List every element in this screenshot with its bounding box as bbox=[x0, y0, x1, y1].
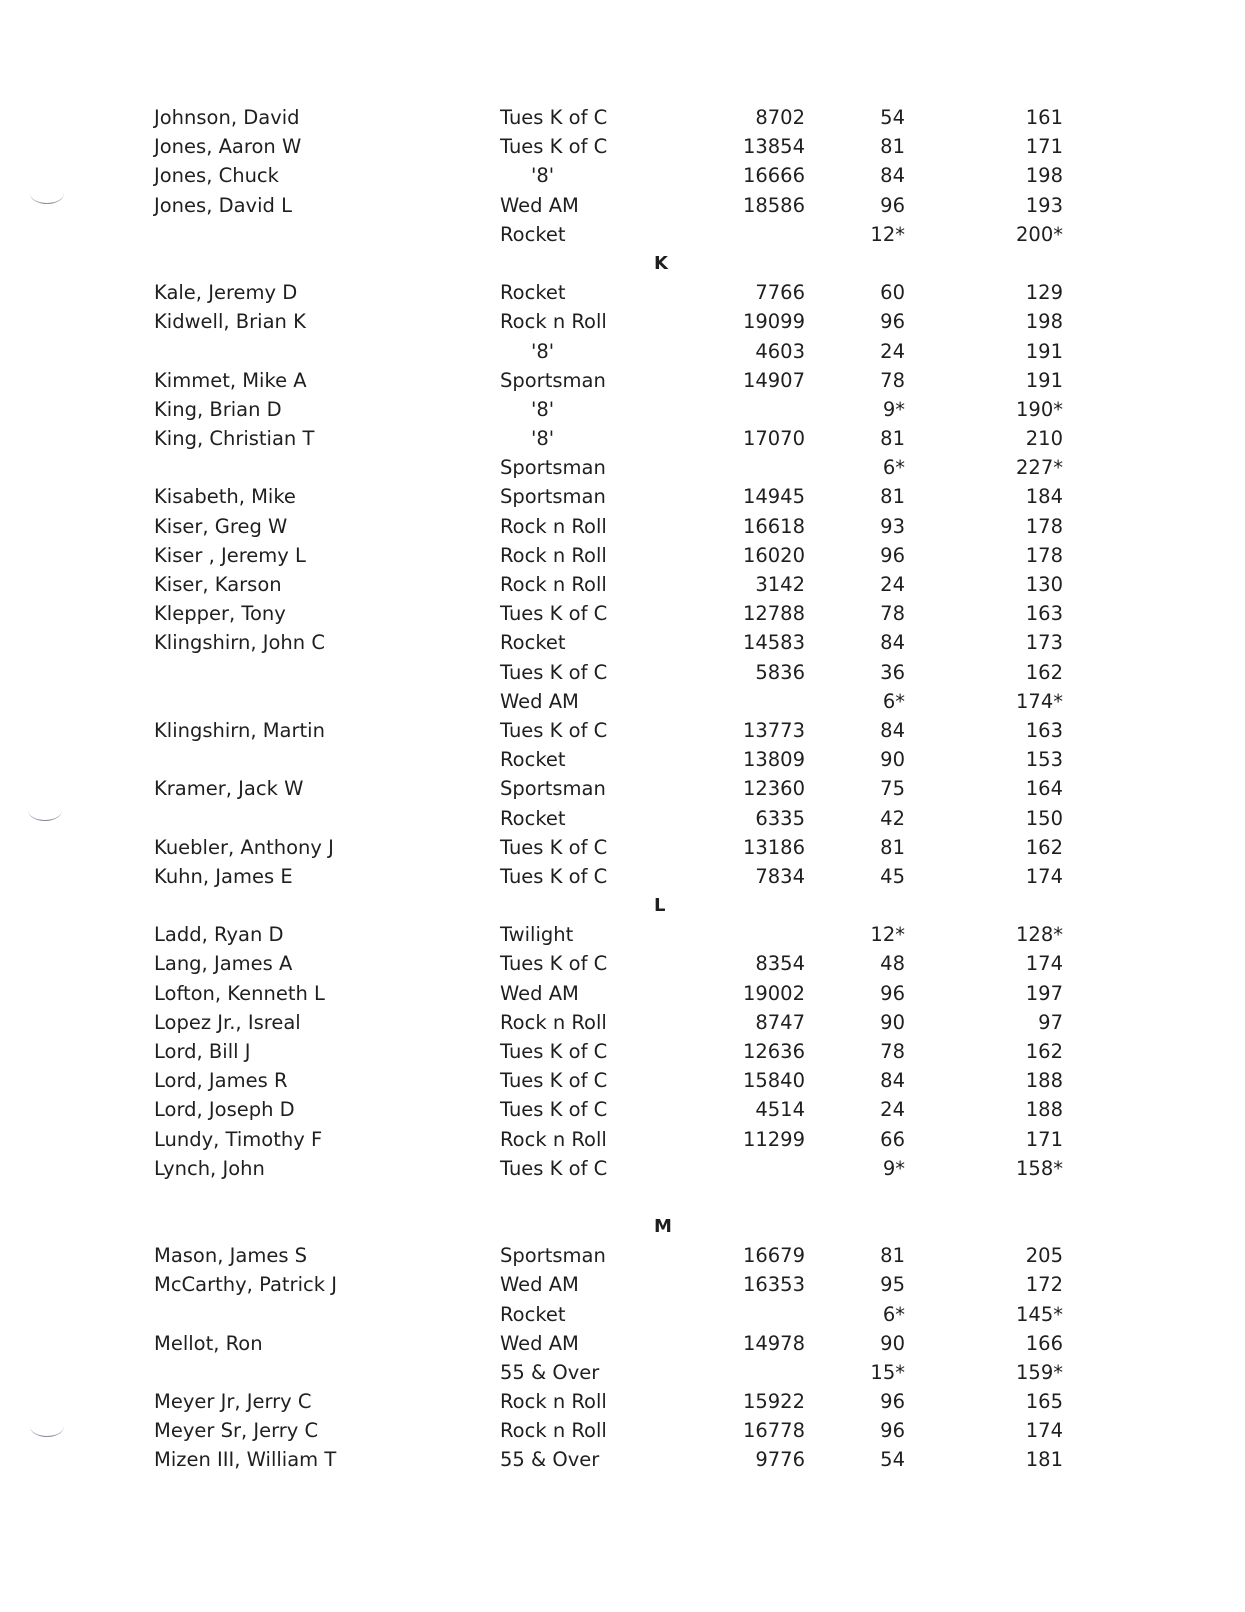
league-name: Twilight bbox=[500, 923, 574, 947]
league-name: Tues K of C bbox=[500, 1098, 608, 1122]
league-name: Wed AM bbox=[500, 1273, 579, 1297]
league-name: Wed AM bbox=[500, 193, 579, 217]
bowler-row bbox=[0, 191, 1245, 220]
bowler-row bbox=[0, 1241, 1245, 1270]
games-played: 90 bbox=[880, 1331, 905, 1355]
average: 166 bbox=[1025, 1331, 1063, 1355]
bowler-row bbox=[0, 774, 1245, 803]
section-letter-row bbox=[0, 891, 1245, 920]
bowler-row bbox=[0, 862, 1245, 891]
average: 165 bbox=[1025, 1390, 1063, 1414]
league-name: Tues K of C bbox=[500, 660, 608, 684]
bowler-row bbox=[0, 920, 1245, 949]
bowler-name: Lynch, John bbox=[154, 1156, 265, 1180]
average: 178 bbox=[1025, 514, 1063, 538]
average: 197 bbox=[1025, 981, 1063, 1005]
bowler-name: Kiser , Jeremy L bbox=[154, 543, 306, 567]
bowler-row bbox=[0, 1270, 1245, 1299]
average: 191 bbox=[1025, 339, 1063, 363]
games-played: 90 bbox=[880, 748, 905, 772]
bowler-name: Kiser, Greg W bbox=[154, 514, 288, 538]
average: 198 bbox=[1025, 310, 1063, 334]
league-name: Rock n Roll bbox=[500, 1010, 607, 1034]
bowler-name: Kidwell, Brian K bbox=[154, 310, 306, 334]
total-pins: 15922 bbox=[742, 1390, 805, 1414]
bowler-row bbox=[0, 833, 1245, 862]
total-pins: 16778 bbox=[742, 1419, 805, 1443]
games-played: 24 bbox=[880, 573, 905, 596]
bowler-name: Kramer, Jack W bbox=[154, 777, 304, 801]
average: 171 bbox=[1025, 135, 1063, 159]
average: 210 bbox=[1025, 427, 1063, 451]
bowler-row bbox=[0, 745, 1245, 774]
total-pins: 14907 bbox=[742, 368, 805, 392]
league-name: Tues K of C bbox=[500, 952, 608, 976]
games-played: 75 bbox=[880, 777, 905, 801]
total-pins: 5836 bbox=[755, 660, 805, 684]
bowler-name: Lopez Jr., Isreal bbox=[154, 1010, 301, 1034]
games-played: 66 bbox=[880, 1127, 905, 1151]
total-pins: 13773 bbox=[742, 718, 805, 742]
average: 184 bbox=[1025, 485, 1063, 509]
games-played: 84 bbox=[880, 718, 905, 742]
total-pins: 12636 bbox=[742, 1040, 805, 1063]
bowler-name: Kiser, Karson bbox=[154, 573, 282, 596]
bowler-row bbox=[0, 687, 1245, 716]
bowler-row bbox=[0, 979, 1245, 1008]
average: 191 bbox=[1025, 368, 1063, 392]
bowler-name: Lofton, Kenneth L bbox=[154, 981, 325, 1005]
bowler-row bbox=[0, 1358, 1245, 1387]
average: 145* bbox=[1016, 1302, 1063, 1326]
bowler-row bbox=[0, 1387, 1245, 1416]
bowler-name: Jones, Chuck bbox=[154, 164, 279, 188]
league-name: Rocket bbox=[500, 222, 566, 246]
average: 198 bbox=[1025, 164, 1063, 188]
average: 181 bbox=[1025, 1448, 1063, 1472]
bowler-name: Lord, Joseph D bbox=[154, 1098, 295, 1122]
section-letter: L bbox=[654, 895, 666, 917]
bowler-row bbox=[0, 541, 1245, 570]
bowler-row bbox=[0, 395, 1245, 424]
average: 163 bbox=[1025, 718, 1063, 742]
total-pins: 13186 bbox=[742, 835, 805, 859]
total-pins: 14945 bbox=[742, 485, 805, 509]
bowler-row bbox=[0, 1125, 1245, 1154]
bowler-name: Kisabeth, Mike bbox=[154, 485, 296, 509]
bowler-name: McCarthy, Patrick J bbox=[154, 1273, 337, 1297]
games-played: 45 bbox=[880, 864, 905, 888]
bowler-name: Kuhn, James E bbox=[154, 864, 293, 888]
bowler-row bbox=[0, 1095, 1245, 1124]
league-name: Rocket bbox=[500, 281, 566, 305]
league-name: Wed AM bbox=[500, 689, 579, 713]
average: 162 bbox=[1025, 1040, 1063, 1063]
average: 159* bbox=[1016, 1360, 1063, 1384]
bowler-row bbox=[0, 278, 1245, 307]
bowler-row bbox=[0, 512, 1245, 541]
average: 171 bbox=[1025, 1127, 1063, 1151]
total-pins: 13854 bbox=[742, 135, 805, 159]
total-pins: 14583 bbox=[742, 631, 805, 655]
average: 174* bbox=[1016, 689, 1063, 713]
total-pins: 3142 bbox=[755, 573, 805, 596]
bowler-row bbox=[0, 424, 1245, 453]
average: 227* bbox=[1016, 456, 1063, 480]
average: 173 bbox=[1025, 631, 1063, 655]
blank-row bbox=[0, 1183, 1245, 1212]
league-name: Rock n Roll bbox=[500, 573, 607, 596]
average: 129 bbox=[1025, 281, 1063, 305]
league-name: Rock n Roll bbox=[500, 1390, 607, 1414]
league-name: Rock n Roll bbox=[500, 514, 607, 538]
bowler-row bbox=[0, 482, 1245, 511]
league-name: '8' bbox=[531, 397, 555, 421]
bowler-row bbox=[0, 1329, 1245, 1358]
average: 97 bbox=[1038, 1010, 1063, 1034]
league-name: '8' bbox=[531, 427, 555, 451]
league-name: Wed AM bbox=[500, 1331, 579, 1355]
games-played: 78 bbox=[880, 368, 905, 392]
total-pins: 4514 bbox=[755, 1098, 805, 1122]
games-played: 6* bbox=[882, 1302, 905, 1326]
total-pins: 8702 bbox=[755, 106, 805, 129]
total-pins: 16679 bbox=[742, 1244, 805, 1268]
bowler-row bbox=[0, 570, 1245, 599]
total-pins: 17070 bbox=[742, 427, 805, 451]
games-played: 96 bbox=[880, 543, 905, 567]
bowler-name: Klepper, Tony bbox=[154, 602, 286, 626]
league-name: '8' bbox=[531, 164, 555, 188]
total-pins: 19099 bbox=[742, 310, 805, 334]
games-played: 96 bbox=[880, 1419, 905, 1443]
bowler-name: Mellot, Ron bbox=[154, 1331, 263, 1355]
bowler-name: King, Brian D bbox=[154, 397, 282, 421]
total-pins: 8354 bbox=[755, 952, 805, 976]
league-name: Sportsman bbox=[500, 1244, 606, 1268]
bowler-name: Kimmet, Mike A bbox=[154, 368, 307, 392]
average: 200* bbox=[1016, 222, 1063, 246]
average: 163 bbox=[1025, 602, 1063, 626]
average: 188 bbox=[1025, 1069, 1063, 1093]
total-pins: 12788 bbox=[742, 602, 805, 626]
bowler-average-list bbox=[0, 103, 1245, 1475]
average: 172 bbox=[1025, 1273, 1063, 1297]
games-played: 96 bbox=[880, 1390, 905, 1414]
games-played: 78 bbox=[880, 602, 905, 626]
bowler-row bbox=[0, 1037, 1245, 1066]
total-pins: 14978 bbox=[742, 1331, 805, 1355]
games-played: 90 bbox=[880, 1010, 905, 1034]
total-pins: 4603 bbox=[755, 339, 805, 363]
games-played: 81 bbox=[880, 135, 905, 159]
bowler-row bbox=[0, 103, 1245, 132]
games-played: 84 bbox=[880, 631, 905, 655]
league-name: Rocket bbox=[500, 631, 566, 655]
bowler-name: Meyer Sr, Jerry C bbox=[154, 1419, 319, 1443]
total-pins: 16020 bbox=[742, 543, 805, 567]
league-name: 55 & Over bbox=[500, 1360, 600, 1384]
total-pins: 12360 bbox=[742, 777, 805, 801]
bowler-name: Klingshirn, Martin bbox=[154, 718, 325, 742]
league-name: Rock n Roll bbox=[500, 1419, 607, 1443]
games-played: 95 bbox=[880, 1273, 905, 1297]
games-played: 6* bbox=[882, 689, 905, 713]
bowler-row bbox=[0, 599, 1245, 628]
bowler-row bbox=[0, 453, 1245, 482]
league-name: Tues K of C bbox=[500, 864, 608, 888]
average: 174 bbox=[1025, 952, 1063, 976]
bowler-name: Ladd, Ryan D bbox=[154, 923, 284, 947]
average: 190* bbox=[1016, 397, 1063, 421]
league-name: '8' bbox=[531, 339, 555, 363]
bowler-row bbox=[0, 1445, 1245, 1474]
bowler-row bbox=[0, 161, 1245, 190]
games-played: 12* bbox=[870, 222, 905, 246]
average: 162 bbox=[1025, 660, 1063, 684]
bowler-name: Klingshirn, John C bbox=[154, 631, 325, 655]
league-name: Tues K of C bbox=[500, 106, 608, 129]
games-played: 84 bbox=[880, 1069, 905, 1093]
average: 153 bbox=[1025, 748, 1063, 772]
bowler-row bbox=[0, 1066, 1245, 1095]
games-played: 24 bbox=[880, 339, 905, 363]
average: 150 bbox=[1025, 806, 1063, 830]
total-pins: 13809 bbox=[742, 748, 805, 772]
games-played: 81 bbox=[880, 835, 905, 859]
bowler-row bbox=[0, 949, 1245, 978]
bowler-row bbox=[0, 804, 1245, 833]
league-name: Tues K of C bbox=[500, 1156, 608, 1180]
total-pins: 8747 bbox=[755, 1010, 805, 1034]
games-played: 54 bbox=[880, 1448, 905, 1472]
total-pins: 16618 bbox=[742, 514, 805, 538]
total-pins: 9776 bbox=[755, 1448, 805, 1472]
league-name: Tues K of C bbox=[500, 718, 608, 742]
games-played: 12* bbox=[870, 923, 905, 947]
bowler-row bbox=[0, 307, 1245, 336]
games-played: 24 bbox=[880, 1098, 905, 1122]
total-pins: 7766 bbox=[755, 281, 805, 305]
total-pins: 16353 bbox=[742, 1273, 805, 1297]
bowler-name: Kale, Jeremy D bbox=[154, 281, 298, 305]
section-letter: K bbox=[654, 252, 668, 274]
league-name: Rocket bbox=[500, 806, 566, 830]
average: 162 bbox=[1025, 835, 1063, 859]
total-pins: 16666 bbox=[742, 164, 805, 188]
bowler-name: Johnson, David bbox=[154, 106, 300, 129]
bowler-row bbox=[0, 1416, 1245, 1445]
total-pins: 19002 bbox=[742, 981, 805, 1005]
league-name: Rocket bbox=[500, 1302, 566, 1326]
games-played: 60 bbox=[880, 281, 905, 305]
section-letter-row bbox=[0, 249, 1245, 278]
average: 174 bbox=[1025, 864, 1063, 888]
total-pins: 18586 bbox=[742, 193, 805, 217]
average: 193 bbox=[1025, 193, 1063, 217]
league-name: Tues K of C bbox=[500, 1040, 608, 1063]
total-pins: 15840 bbox=[742, 1069, 805, 1093]
average: 130 bbox=[1025, 573, 1063, 596]
games-played: 96 bbox=[880, 193, 905, 217]
average: 158* bbox=[1016, 1156, 1063, 1180]
league-name: Rock n Roll bbox=[500, 1127, 607, 1151]
league-name: Rocket bbox=[500, 748, 566, 772]
league-name: Tues K of C bbox=[500, 602, 608, 626]
bowler-row bbox=[0, 132, 1245, 161]
bowler-name: Meyer Jr, Jerry C bbox=[154, 1390, 312, 1414]
games-played: 42 bbox=[880, 806, 905, 830]
league-name: Wed AM bbox=[500, 981, 579, 1005]
games-played: 54 bbox=[880, 106, 905, 129]
games-played: 48 bbox=[880, 952, 905, 976]
league-name: 55 & Over bbox=[500, 1448, 600, 1472]
games-played: 84 bbox=[880, 164, 905, 188]
bowler-row bbox=[0, 658, 1245, 687]
games-played: 9* bbox=[882, 397, 905, 421]
bowler-row bbox=[0, 628, 1245, 657]
bowler-name: Jones, Aaron W bbox=[154, 135, 302, 159]
bowler-row bbox=[0, 716, 1245, 745]
league-name: Sportsman bbox=[500, 777, 606, 801]
average: 161 bbox=[1025, 106, 1063, 129]
section-letter: M bbox=[654, 1215, 672, 1237]
league-name: Rock n Roll bbox=[500, 543, 607, 567]
total-pins: 6335 bbox=[755, 806, 805, 830]
league-name: Tues K of C bbox=[500, 135, 608, 159]
total-pins: 7834 bbox=[755, 864, 805, 888]
games-played: 6* bbox=[882, 456, 905, 480]
games-played: 81 bbox=[880, 1244, 905, 1268]
games-played: 81 bbox=[880, 485, 905, 509]
average: 178 bbox=[1025, 543, 1063, 567]
bowler-row bbox=[0, 1154, 1245, 1183]
games-played: 81 bbox=[880, 427, 905, 451]
games-played: 36 bbox=[880, 660, 905, 684]
bowler-name: Mizen III, William T bbox=[154, 1448, 337, 1472]
bowler-name: Mason, James S bbox=[154, 1244, 308, 1268]
bowler-row bbox=[0, 337, 1245, 366]
league-name: Sportsman bbox=[500, 368, 606, 392]
bowler-row bbox=[0, 1300, 1245, 1329]
average: 128* bbox=[1016, 923, 1063, 947]
league-name: Sportsman bbox=[500, 456, 606, 480]
bowler-name: Kuebler, Anthony J bbox=[154, 835, 334, 859]
games-played: 96 bbox=[880, 310, 905, 334]
average: 164 bbox=[1025, 777, 1063, 801]
bowler-name: Lundy, Timothy F bbox=[154, 1127, 323, 1151]
average: 174 bbox=[1025, 1419, 1063, 1443]
average: 188 bbox=[1025, 1098, 1063, 1122]
average: 205 bbox=[1025, 1244, 1063, 1268]
bowler-name: Lord, Bill J bbox=[154, 1040, 251, 1063]
bowler-name: Lord, James R bbox=[154, 1069, 288, 1093]
games-played: 93 bbox=[880, 514, 905, 538]
league-name: Rock n Roll bbox=[500, 310, 607, 334]
bowler-row bbox=[0, 366, 1245, 395]
bowler-row bbox=[0, 220, 1245, 249]
bowler-name: Jones, David L bbox=[154, 193, 292, 217]
total-pins: 11299 bbox=[742, 1127, 805, 1151]
league-name: Tues K of C bbox=[500, 1069, 608, 1093]
league-name: Tues K of C bbox=[500, 835, 608, 859]
league-name: Sportsman bbox=[500, 485, 606, 509]
bowler-name: Lang, James A bbox=[154, 952, 293, 976]
games-played: 9* bbox=[882, 1156, 905, 1180]
bowler-name: King, Christian T bbox=[154, 427, 315, 451]
section-letter-row bbox=[0, 1212, 1245, 1241]
bowler-row bbox=[0, 1008, 1245, 1037]
games-played: 96 bbox=[880, 981, 905, 1005]
games-played: 78 bbox=[880, 1040, 905, 1063]
games-played: 15* bbox=[870, 1360, 905, 1384]
